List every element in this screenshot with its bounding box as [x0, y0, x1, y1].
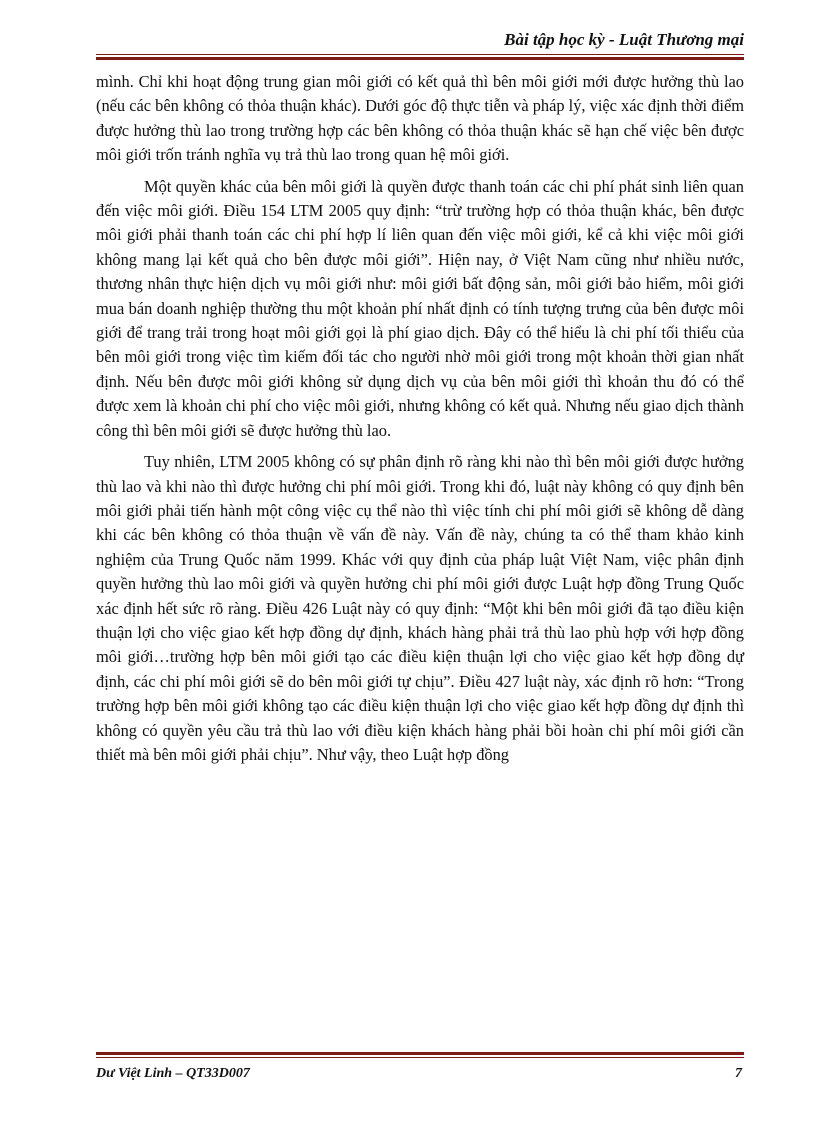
header-title: Bài tập học kỳ - Luật Thương mại: [504, 30, 744, 49]
page-number: 7: [735, 1066, 742, 1081]
footer-rule-thin: [96, 1057, 744, 1058]
footer-rule-thick: [96, 1052, 744, 1055]
header-rule-thick: [96, 57, 744, 60]
paragraph-3: Tuy nhiên, LTM 2005 không có sự phân định rõ ràng khi nào thì bên môi giới được hưởng thù lao và khi nào thì được hưởng chi phí môi giới. Trong khi đó, luật này không có quy định bên môi giới phải tiến hành một công việc cụ thể nào thì việc tính chi phí môi giới sẽ không dễ dàng khi các bên không có thỏa thuận về vấn đề này. Vấn đề này, chúng ta có thể tham khảo kinh nghiệm của Trung Quốc năm 1999. Khác với quy định của pháp luật Việt Nam, việc phân định quyền hưởng thù lao môi giới và quyền hưởng chi phí môi giới được Luật hợp đồng Trung Quốc xác định hết sức rõ ràng. Điều 426 Luật này có quy định: “Một khi bên môi giới đã tạo điều kiện thuận lợi cho việc giao kết hợp đồng dự định, khách hàng phải trả thù lao phù hợp với hợp đồng môi giới…trường hợp bên môi giới tạo các điều kiện thuận lợi cho việc giao kết hợp đồng dự định, các chi phí môi giới sẽ do bên môi giới tự chịu”. Điều 427 luật này, xác định rõ hơn: “Trong trường hợp bên môi giới không tạo các điều kiện thuận lợi cho việc giao kết hợp đồng dự định thì không có quyền yêu cầu trả thù lao với điều kiện khách hàng phải bồi hoàn chi phí môi giới cần thiết mà bên môi giới phải chịu”. Như vậy, theo Luật hợp đồng: [96, 452, 744, 764]
document-body: [96, 70, 744, 774]
paragraph-2: Một quyền khác của bên môi giới là quyền được thanh toán các chi phí phát sinh liên quan đến việc môi giới. Điều 154 LTM 2005 quy định: “trừ trường hợp có thỏa thuận khác, bên được môi giới phải thanh toán các chi phí hợp lí liên quan đến việc môi giới, kể cả khi việc môi giới không mang lại kết quả cho bên được môi giới”. Hiện nay, ở Việt Nam cũng như nhiều nước, thương nhân thực hiện dịch vụ môi giới như: môi giới bất động sản, môi giới bảo hiểm, môi giới mua bán doanh nghiệp thường thu một khoản phí nhất định có tính tượng trưng của bên được môi giới để trang trải trong hoạt môi giới gọi là phí giao dịch. Đây có thể hiểu là chi phí tối thiểu của bên môi giới trong việc tìm kiếm đối tác cho người nhờ môi giới trong một khoản thời gian nhất định. Nếu bên được môi giới không sử dụng dịch vụ của bên môi giới thì khoản thu đó có thể được xem là khoản chi phí cho việc môi giới, nhưng không có kết quả. Nhưng nếu giao dịch thành công thì bên môi giới sẽ được hưởng thù lao.: [96, 176, 744, 440]
header-rule-thin: [96, 54, 744, 55]
footer-author: Dư Việt Linh – QT33D007: [96, 1066, 250, 1081]
paragraph-1: mình. Chỉ khi hoạt động trung gian môi giới có kết quả thì bên môi giới mới được hưởng thù lao (nếu các bên không có thỏa thuận khác). Dưới góc độ thực tiễn và pháp lý, việc xác định thời điểm được hưởng thù lao trong trường hợp các bên không có thỏa thuận khác sẽ hạn chế việc bên được môi giới trốn tránh nghĩa vụ trả thù lao trong quan hệ môi giới.: [96, 72, 744, 165]
